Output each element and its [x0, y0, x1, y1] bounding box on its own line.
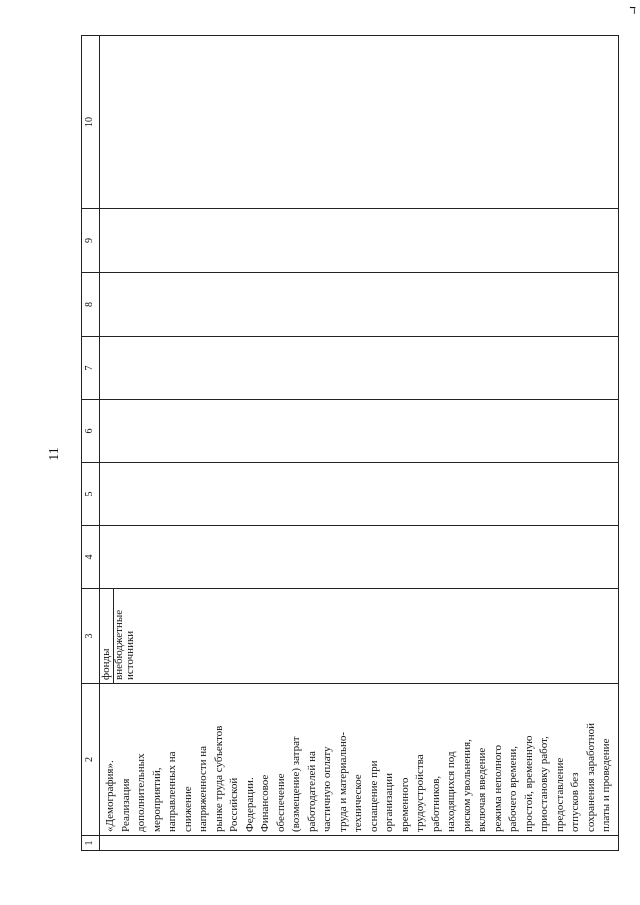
cell-measure-description [100, 684, 619, 836]
description-line: организации [383, 772, 395, 832]
cell-col-5 [100, 463, 619, 526]
rotated-table-wrapper [81, 36, 612, 851]
column-header-4: 4 [82, 526, 100, 589]
description-line: обеспечение [274, 773, 287, 832]
header-row [82, 36, 100, 851]
funding-source-top: фонды [101, 589, 114, 683]
description-line: Финансовое [259, 774, 271, 832]
description-line: режима неполного [491, 744, 504, 832]
description-line: сохранения заработной [584, 723, 597, 832]
description-line: простой, временную [522, 735, 535, 832]
cell-col-6 [100, 400, 619, 463]
column-header-7: 7 [82, 337, 100, 400]
description-line: (возмещение) затрат [290, 736, 302, 832]
funding-source-line: внебюджетные [113, 609, 125, 680]
column-header-2: 2 [82, 684, 100, 836]
description-line: Реализация [119, 778, 132, 832]
description-line: «Демография». [104, 760, 116, 832]
cell-col-4 [100, 526, 619, 589]
description-line: труда и материально- [336, 731, 349, 832]
column-header-9: 9 [82, 209, 100, 273]
cell-col-9 [100, 209, 619, 273]
column-header-8: 8 [82, 273, 100, 337]
description-line: мероприятий, [150, 767, 163, 832]
description-line: Федерации. [243, 777, 256, 832]
description-line: платы и проведение [600, 738, 612, 832]
description-line: рабочего времени, [507, 745, 519, 832]
description-line: находящихся под [445, 751, 457, 832]
cell-funding-source [100, 589, 619, 684]
column-header-6: 6 [82, 400, 100, 463]
description-line: временного [398, 777, 411, 832]
table-row [100, 36, 619, 851]
page-number: 11 [47, 447, 62, 461]
description-line: включая введение [476, 747, 488, 832]
description-line: техническое [352, 774, 364, 832]
cell-col-1 [100, 836, 619, 851]
column-header-5: 5 [82, 463, 100, 526]
description-line: работодателей на [305, 751, 318, 832]
description-line: дополнительных [135, 753, 147, 832]
description-line: частичную оплату [321, 746, 333, 832]
budget-table [81, 35, 619, 851]
column-header-3: 3 [82, 589, 100, 684]
description-line: предоставление [553, 757, 566, 832]
cell-col-10 [100, 36, 619, 209]
description-line: оснащение при [367, 760, 380, 832]
description-line: отпусков без [569, 772, 581, 832]
description-line: направленных на [166, 751, 178, 832]
column-header-10: 10 [82, 36, 100, 209]
description-line: рынке труда субъектов [212, 725, 225, 832]
corner-mark: ד [629, 2, 636, 17]
description-line: трудоустройства [414, 754, 426, 832]
description-line: риском увольнения, [460, 739, 473, 832]
description-line: приостановку работ, [538, 736, 550, 832]
description-line: работников, [429, 775, 442, 832]
description-line: Российской [228, 777, 240, 832]
description-line: напряженности на [197, 745, 209, 832]
description-line: снижение [181, 786, 194, 832]
column-header-1: 1 [82, 836, 100, 851]
funding-source-line: источники [124, 630, 136, 680]
cell-col-8 [100, 273, 619, 337]
cell-col-7 [100, 337, 619, 400]
